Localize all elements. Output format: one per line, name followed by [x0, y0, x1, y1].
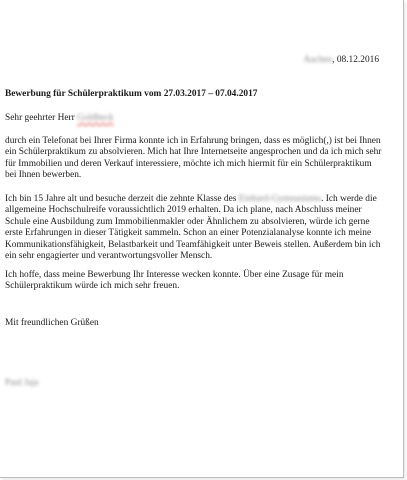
paragraph-line: Schule eine Ausbildung zum Immobilienmakler oder Ähnlichem zu absolvieren, würde ich gerne [5, 216, 370, 227]
paragraph-line: Schülerpraktikum würde ich mich sehr freuen. [5, 281, 180, 292]
date-separator: , [332, 55, 337, 65]
letter-date: 08.12.2016 [336, 55, 379, 65]
paragraph-line: bei Ihnen bewerben. [5, 170, 82, 181]
paragraph-line: Ich hoffe, dass meine Bewerbung Ihr Interesse wecken konnte. Über eine Zusage für mein [5, 270, 344, 280]
paragraph-line: durch ein Telefonat bei Ihrer Firma konnte ich in Erfahrung bringen, dass es möglich(,) ist bei Ihnen [5, 136, 381, 146]
salutation [5, 113, 114, 125]
signature-name-redacted: Paul Jaja [5, 378, 39, 388]
paragraph-line [5, 194, 401, 205]
paragraph-line: ein Schülerpraktikum zu absolvieren. Mich hat Ihre Internetseite angesprochen und da ich mich sehr [5, 147, 382, 158]
school-text-after: . Ich werde die [321, 194, 377, 204]
school-name-redacted: Einhard-Gymnasiums [238, 194, 322, 204]
paragraph-line: erste Erfahrungen in dieser Tätigkeit sammeln. Schon an einer Potenzialanalyse konnte ich meine [5, 228, 372, 239]
paragraph-about-me [5, 194, 401, 262]
date-line [303, 55, 379, 67]
paragraph-line: für Immobilien und deren Verkauf interessiere, möchte ich mich hiermit für ein Schülerpraktikum [5, 158, 372, 169]
paragraph-closing-remarks [5, 270, 401, 293]
paragraph-intro [5, 136, 401, 182]
paragraph-line: Kommunikationsfähigkeit, Belastbarkeit und Teamfähigkeit unter Beweis stellen. Außerdem bin ich [5, 239, 381, 250]
sender-city-redacted: Aachen [303, 55, 333, 65]
recipient-name-redacted: Goldbeck [77, 113, 114, 123]
letter-subject: Bewerbung für Schülerpraktikum vom 27.03.2017 – 07.04.2017 [5, 89, 258, 99]
school-text-before: Ich bin 15 Jahre alt und besuche derzeit die zehnte Klasse des [5, 194, 239, 204]
paragraph-line: allgemeine Hochschulreife voraussichtlich 2019 erhalten. Da ich plane, nach Abschluss meiner [5, 205, 362, 216]
paragraph-line: ein sehr engagierter und verantwortungsvoller Mensch. [5, 251, 213, 262]
closing-phrase: Mit freundlichen Grüßen [5, 318, 99, 328]
salutation-prefix: Sehr geehrter Herr [5, 113, 78, 123]
